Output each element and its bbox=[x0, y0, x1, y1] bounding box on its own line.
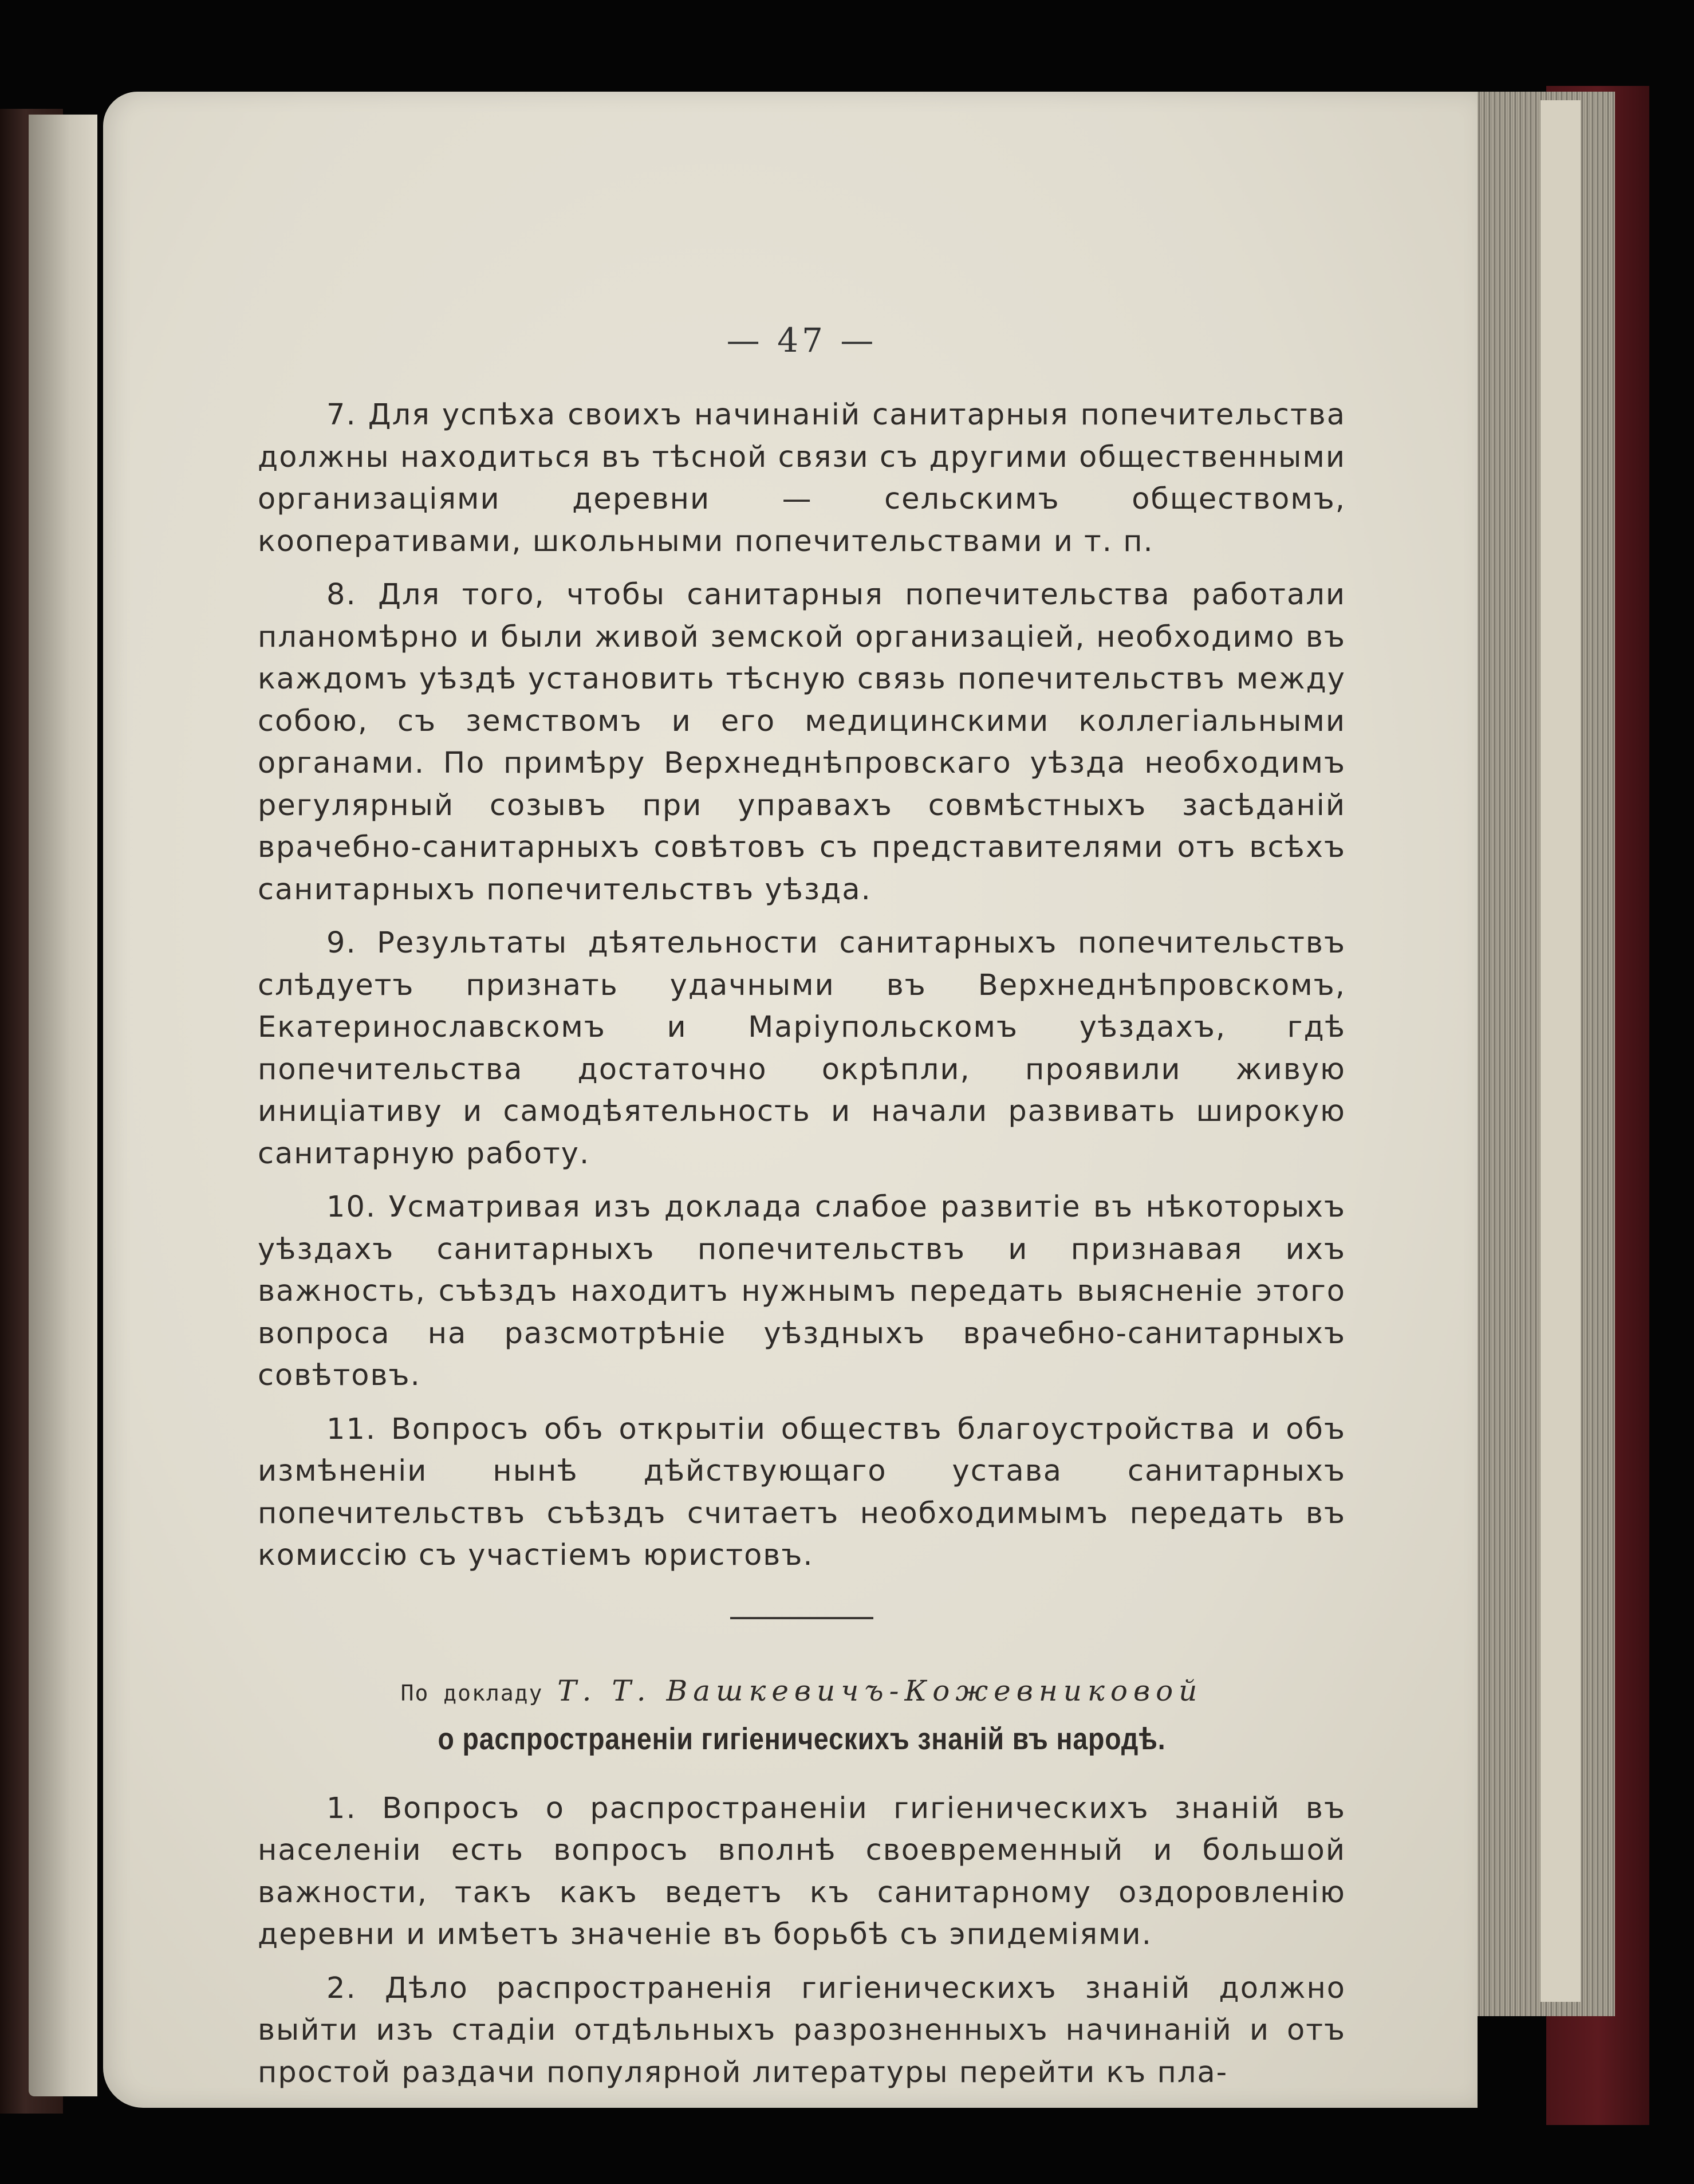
page-number: — 47 — bbox=[726, 321, 877, 360]
report-byline bbox=[258, 1674, 1346, 1707]
report-author: Т. Т. Вашкевичъ-Кожевниковой bbox=[557, 1674, 1203, 1707]
paragraph-8: 8. Для того, чтобы санитарныя попечительства работали планомѣрно и были живой земской организаціей, необходимо въ каждомъ уѣздѣ установить тѣсную связь попечительствъ между собою, съ земствомъ и его медицинскими коллегіальными органами. По примѣру Верхнеднѣпровскаго уѣзда необходимъ регулярный созывъ при управахъ совмѣстныхъ засѣданій врачебно-санитарныхъ совѣтовъ съ представителями отъ всѣхъ санитарныхъ попечительствъ уѣзда. bbox=[258, 578, 1346, 907]
page-stack-edge bbox=[1460, 92, 1615, 2016]
paragraph-report-1: 1. Вопросъ о распространеніи гигіеническихъ знаній въ населеніи есть вопросъ вполнѣ своевременный и большой важности, такъ какъ ведетъ къ санитарному оздоровленію деревни и имѣетъ значеніе въ борьбѣ съ эпидеміями. bbox=[258, 1791, 1346, 1951]
book-page bbox=[103, 92, 1478, 2108]
paragraph-report-2: 2. Дѣло распространенія гигіеническихъ знаній должно выйти изъ стадіи отдѣльныхъ разрозненныхъ начинаній и отъ простой раздачи популярной литературы перейти къ пла- bbox=[258, 1971, 1346, 2089]
section-title: о распространеніи гигіеническихъ знаній въ народѣ. bbox=[438, 1721, 1166, 1756]
paragraph-10: 10. Усматривая изъ доклада слабое развитіе въ нѣкоторыхъ уѣздахъ санитарныхъ попечительствъ и признавая ихъ важность, съѣздъ находитъ нужнымъ передать выясненіе этого вопроса на разсмотрѣніе уѣздныхъ врачебно-санитарныхъ совѣтовъ. bbox=[258, 1190, 1346, 1392]
paragraph-7: 7. Для успѣха своихъ начинаній санитарныя попечительства должны находиться въ тѣсной связи съ другими общественными организаціями деревни — сельскимъ обществомъ, кооперативами, школьными попечительствами и т. п. bbox=[258, 398, 1346, 558]
paragraph-9: 9. Результаты дѣятельности санитарныхъ попечительствъ слѣдуетъ признать удачными въ Верхнеднѣпровскомъ, Екатеринославскомъ и Маріупольскомъ уѣздахъ, гдѣ попечительства достаточно окрѣпли, проявили живую иниціативу и самодѣятельность и начали развивать широкую санитарную работу. bbox=[258, 926, 1346, 1171]
left-page-edge bbox=[29, 115, 97, 2096]
page-stack-end bbox=[1541, 100, 1581, 2002]
paragraph-11: 11. Вопросъ объ открытіи обществъ благоустройства и объ измѣненіи нынѣ дѣйствующаго устава санитарныхъ попечительствъ съѣздъ считаетъ необходимымъ передать въ комиссію съ участіемъ юристовъ. bbox=[258, 1412, 1346, 1572]
page-content bbox=[258, 321, 1346, 2105]
section-divider bbox=[730, 1617, 873, 1619]
report-prefix: По докладу bbox=[400, 1680, 543, 1706]
